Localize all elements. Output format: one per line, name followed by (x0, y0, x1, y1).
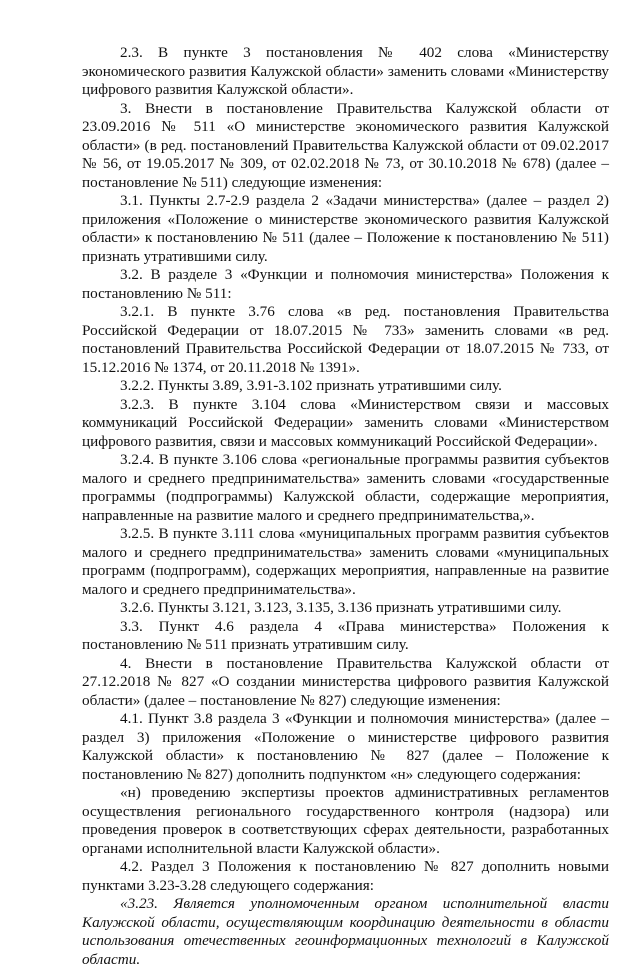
paragraph-2-3: 2.3. В пункте 3 постановления № 402 слова «Министерству экономического развития Калужской области» заменить словами «Министерству цифрового развития Калужской области». (82, 44, 609, 98)
paragraph-4-1-n: «н) проведению экспертизы проектов административных регламентов осуществления регионального государственного контроля (надзора) или проведения проверок в соответствующих сферах деятельности, разработанных органами исполнительной власти Калужской области». (82, 784, 609, 857)
paragraph-4: 4. Внести в постановление Правительства Калужской области от 27.12.2018 № 827 «О создании министерства цифрового развития Калужской области» (далее – постановление № 827) следующие изменения: (82, 654, 609, 709)
paragraph-3-23: «3.23. Является уполномоченным органом исполнительной власти Калужской области, осуществляющим координацию деятельности в области использования отечественных геоинформационных технологий в Калужской области. (82, 895, 609, 968)
paragraph-3-2-6: 3.2.6. Пункты 3.121, 3.123, 3.135, 3.136 признать утратившими силу. (120, 599, 562, 616)
paragraph-3-2: 3.2. В разделе 3 «Функции и полномочия министерства» Положения к постановлению № 511: (82, 266, 609, 302)
paragraph-3-1: 3.1. Пункты 2.7-2.9 раздела 2 «Задачи министерства» (далее – раздел 2) приложения «Положение о министерстве экономического развития Калужской области» к постановлению № 511 (далее – Положение к постановлению № 511) признать утратившими силу. (82, 192, 609, 265)
document-body (82, 44, 609, 969)
paragraph-3-2-1: 3.2.1. В пункте 3.76 слова «в ред. постановления Правительства Российской Федерации от 18.07.2015 № 733» заменить словами «в ред. постановлений Правительства Российской Федерации от 18.07.2015 № 733, от 15.12.2016 № 1374, от 20.11.2018 № 1391». (82, 303, 609, 376)
paragraph-3-3: 3.3. Пункт 4.6 раздела 4 «Права министерства» Положения к постановлению № 511 признать утратившим силу. (82, 617, 609, 653)
paragraph-3-2-5: 3.2.5. В пункте 3.111 слова «муниципальных программ развития субъектов малого и среднего предпринимательства» заменить словами «муниципальных программ (подпрограмм), содержащих мероприятия, направленные на развитие малого и среднего предпринимательства». (82, 525, 609, 598)
paragraph-4-2: 4.2. Раздел 3 Положения к постановлению № 827 дополнить новыми пунктами 3.23-3.28 следующего содержания: (82, 858, 609, 894)
paragraph-3: 3. Внести в постановление Правительства Калужской области от 23.09.2016 № 511 «О министерстве экономического развития Калужской области» (в ред. постановлений Правительства Калужской области от 09.02.2017 № 56, от 19.05.2017 № 309, от 02.02.2018 № 73, от 30.10.2018 № 678) (далее – постановление № 511) следующие изменения: (82, 99, 609, 191)
paragraph-3-2-3: 3.2.3. В пункте 3.104 слова «Министерством связи и массовых коммуникаций Российской Федерации» заменить словами «Министерством цифрового развития, связи и массовых коммуникаций Российской Федерации». (82, 395, 609, 450)
paragraph-4-1: 4.1. Пункт 3.8 раздела 3 «Функции и полномочия министерства» (далее – раздел 3) приложения «Положение о министерстве цифрового развития Калужской области» к постановлению № 827 (далее – Положение к постановлению № 827) дополнить подпунктом «н» следующего содержания: (82, 710, 609, 783)
paragraph-3-2-4: 3.2.4. В пункте 3.106 слова «региональные программы развития субъектов малого и среднего предпринимательства» заменить словами «государственные программы (подпрограммы) Калужской области, содержащие мероприятия, направленные на развитие малого и среднего предпринимательства,». (82, 451, 609, 524)
paragraph-3-2-2: 3.2.2. Пункты 3.89, 3.91-3.102 признать утратившими силу. (120, 377, 502, 394)
